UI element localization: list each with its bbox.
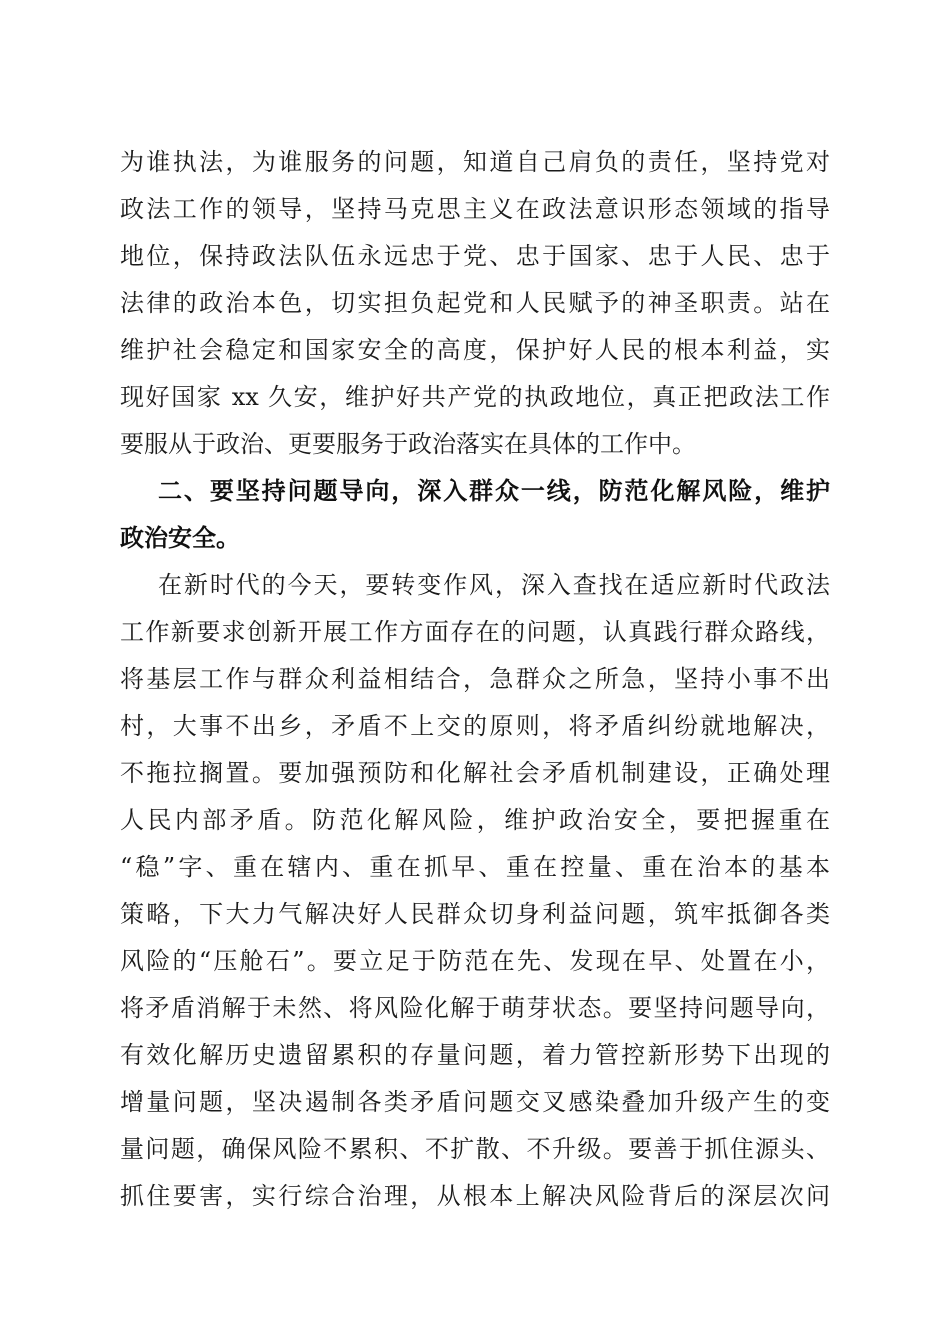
paragraph-line: 增量问题，坚决遏制各类矛盾问题交叉感染叠加升级产生的变 bbox=[120, 1088, 830, 1116]
paragraph-line: 工作新要求创新开展工作方面存在的问题，认真践行群众路线， bbox=[120, 618, 830, 646]
paragraph-line: 政法工作的领导，坚持马克思主义在政法意识形态领域的指导 bbox=[120, 195, 830, 223]
paragraph-line: 要服从于政治、更要服务于政治落实在具体的工作中。 bbox=[120, 430, 696, 458]
paragraph-line: 人民内部矛盾。防范化解风险，维护政治安全，要把握重在 bbox=[120, 806, 830, 834]
paragraph-line: 维护社会稳定和国家安全的高度，保护好人民的根本利益，实 bbox=[120, 336, 830, 364]
paragraph-line: 风险的“压舱石”。要立足于防范在先、发现在早、处置在小， bbox=[120, 947, 830, 975]
paragraph-line: 量问题，确保风险不累积、不扩散、不升级。要善于抓住源头、 bbox=[120, 1135, 830, 1163]
paragraph-line: 将基层工作与群众利益相结合，急群众之所急，坚持小事不出 bbox=[120, 665, 830, 693]
paragraph-line: 地位，保持政法队伍永远忠于党、忠于国家、忠于人民、忠于 bbox=[120, 242, 830, 270]
paragraph-line: 将矛盾消解于未然、将风险化解于萌芽状态。要坚持问题导向， bbox=[120, 994, 830, 1022]
paragraph-line: 抓住要害，实行综合治理，从根本上解决风险背后的深层次问 bbox=[120, 1182, 830, 1210]
paragraph-line: 在新时代的今天，要转变作风，深入查找在适应新时代政法 bbox=[158, 571, 830, 599]
section-heading: 二、要坚持问题导向，深入群众一线，防范化解风险，维护 bbox=[158, 477, 830, 505]
paragraph-line: 现好国家 xx 久安，维护好共产党的执政地位，真正把政法工作 bbox=[120, 383, 830, 411]
paragraph-line: 有效化解历史遗留累积的存量问题，着力管控新形势下出现的 bbox=[120, 1041, 830, 1069]
paragraph-line: 村，大事不出乡，矛盾不上交的原则，将矛盾纠纷就地解决， bbox=[120, 712, 830, 740]
section-heading-continued: 政治安全。 bbox=[120, 524, 240, 552]
paragraph-line: 策略，下大力气解决好人民群众切身利益问题，筑牢抵御各类 bbox=[120, 900, 830, 928]
paragraph-line: “稳”字、重在辖内、重在抓早、重在控量、重在治本的基本 bbox=[120, 853, 830, 881]
paragraph-line: 法律的政治本色，切实担负起党和人民赋予的神圣职责。站在 bbox=[120, 289, 830, 317]
paragraph-line: 不拖拉搁置。要加强预防和化解社会矛盾机制建设，正确处理 bbox=[120, 759, 830, 787]
paragraph-line: 为谁执法，为谁服务的问题，知道自己肩负的责任，坚持党对 bbox=[120, 148, 830, 176]
